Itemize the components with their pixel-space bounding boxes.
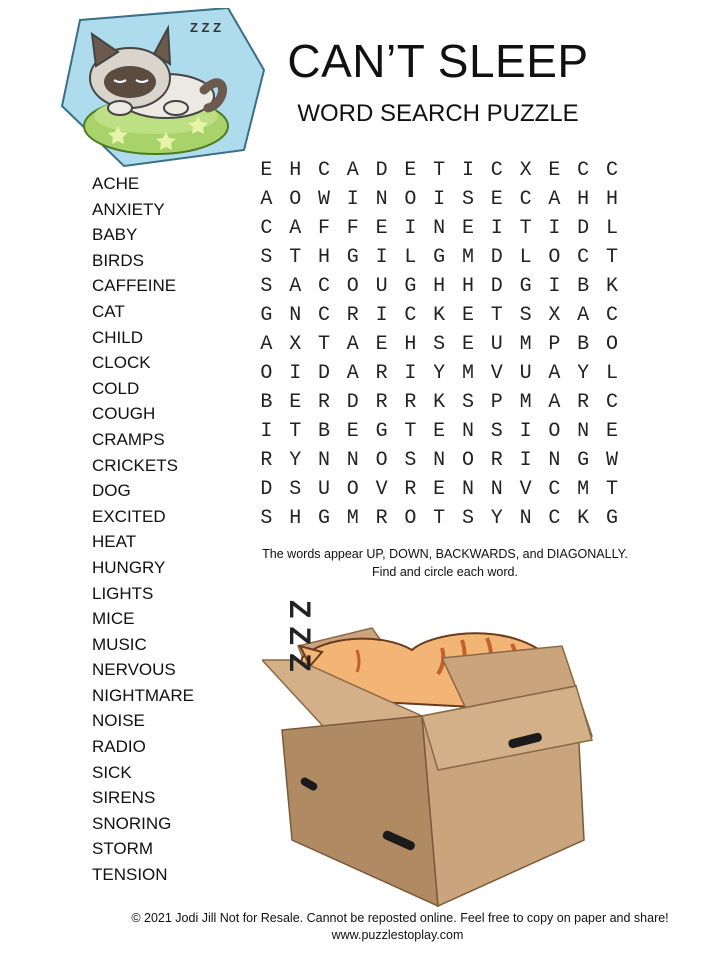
grid-cell[interactable]: C xyxy=(577,159,590,182)
grid-cell[interactable]: N xyxy=(577,420,590,443)
grid-cell[interactable]: T xyxy=(605,478,618,501)
grid-cell[interactable]: C xyxy=(577,246,590,269)
grid-cell[interactable]: X xyxy=(289,333,302,356)
word-list-item: COLD xyxy=(92,378,140,398)
cat-mask xyxy=(104,66,156,98)
grid-cell[interactable]: B xyxy=(577,275,590,298)
grid-cell[interactable]: I xyxy=(519,449,532,472)
word-list-item: TENSION xyxy=(92,865,168,885)
website-link[interactable]: www.puzzlestoplay.com xyxy=(331,928,464,942)
grid-cell[interactable]: P xyxy=(548,333,561,356)
grid-cell[interactable]: V xyxy=(519,478,532,501)
grid-cell[interactable]: I xyxy=(346,188,359,211)
grid-cell[interactable]: S xyxy=(490,420,503,443)
grid-cell[interactable]: M xyxy=(346,507,359,530)
grid-row xyxy=(252,243,626,272)
grid-cell[interactable]: F xyxy=(346,217,359,240)
grid-cell[interactable]: S xyxy=(260,246,273,269)
grid-row xyxy=(252,185,626,214)
grid-cell[interactable]: E xyxy=(461,217,474,240)
grid-cell[interactable]: D xyxy=(260,478,273,501)
grid-cell[interactable]: A xyxy=(548,391,561,414)
grid-row xyxy=(252,417,626,446)
grid-cell[interactable]: E xyxy=(375,217,388,240)
grid-cell[interactable]: M xyxy=(519,333,532,356)
word-list-item: HUNGRY xyxy=(92,557,166,577)
grid-cell[interactable]: W xyxy=(317,188,330,211)
grid-cell[interactable]: I xyxy=(375,246,388,269)
grid-cell[interactable]: A xyxy=(548,362,561,385)
grid-cell[interactable]: E xyxy=(548,159,561,182)
grid-cell[interactable]: D xyxy=(375,159,388,182)
grid-row xyxy=(252,504,626,533)
grid-cell[interactable]: F xyxy=(317,217,330,240)
grid-cell[interactable]: A xyxy=(289,275,302,298)
word-list-item: BABY xyxy=(92,225,138,245)
grid-cell[interactable]: A xyxy=(260,333,273,356)
grid-row xyxy=(252,272,626,301)
word-list-item: CRAMPS xyxy=(92,429,165,449)
grid-cell[interactable]: S xyxy=(519,304,532,327)
box-left-face xyxy=(282,716,438,906)
grid-cell[interactable]: N xyxy=(317,449,330,472)
word-list-item: CRICKETS xyxy=(92,455,178,475)
grid-cell[interactable]: R xyxy=(375,507,388,530)
grid-cell[interactable]: I xyxy=(461,159,474,182)
grid-cell[interactable]: D xyxy=(577,217,590,240)
grid-cell[interactable]: G xyxy=(577,449,590,472)
grid-cell[interactable]: R xyxy=(577,391,590,414)
grid-cell[interactable]: R xyxy=(404,478,417,501)
grid-cell[interactable]: N xyxy=(433,449,446,472)
grid-cell[interactable]: R xyxy=(375,362,388,385)
grid-cell[interactable]: C xyxy=(490,159,503,182)
grid-cell[interactable]: E xyxy=(433,420,446,443)
grid-cell[interactable]: I xyxy=(490,217,503,240)
grid-cell[interactable]: N xyxy=(461,478,474,501)
grid-cell[interactable]: R xyxy=(317,391,330,414)
grid-cell[interactable]: G xyxy=(375,420,388,443)
grid-cell[interactable]: H xyxy=(404,333,417,356)
grid-cell[interactable]: O xyxy=(548,420,561,443)
grid-cell[interactable]: G xyxy=(605,507,618,530)
grid-cell[interactable]: A xyxy=(577,304,590,327)
word-list-item: MICE xyxy=(92,609,135,629)
word-list-item: COUGH xyxy=(92,404,156,424)
letter-grid xyxy=(252,156,626,533)
grid-cell[interactable]: K xyxy=(577,507,590,530)
word-list-item: LIGHTS xyxy=(92,583,154,603)
grid-row xyxy=(252,359,626,388)
grid-cell[interactable]: H xyxy=(317,246,330,269)
grid-cell[interactable]: I xyxy=(519,420,532,443)
grid-cell[interactable]: R xyxy=(404,391,417,414)
grid-cell[interactable]: R xyxy=(260,449,273,472)
grid-cell[interactable]: M xyxy=(577,478,590,501)
grid-cell[interactable]: I xyxy=(404,362,417,385)
grid-cell[interactable]: G xyxy=(317,507,330,530)
grid-cell[interactable]: Y xyxy=(289,449,302,472)
grid-row xyxy=(252,156,626,185)
grid-cell[interactable]: B xyxy=(317,420,330,443)
grid-cell[interactable]: G xyxy=(346,246,359,269)
grid-cell[interactable]: T xyxy=(289,420,302,443)
grid-row xyxy=(252,446,626,475)
grid-cell[interactable]: R xyxy=(375,391,388,414)
grid-cell[interactable]: C xyxy=(317,159,330,182)
grid-cell[interactable]: C xyxy=(404,304,417,327)
grid-cell[interactable]: O xyxy=(548,246,561,269)
grid-cell[interactable]: H xyxy=(461,275,474,298)
grid-cell[interactable]: T xyxy=(433,507,446,530)
grid-cell[interactable]: S xyxy=(461,391,474,414)
grid-cell[interactable]: C xyxy=(605,304,618,327)
grid-cell[interactable]: K xyxy=(433,304,446,327)
word-list-item: CLOCK xyxy=(92,353,151,373)
instructions-line-2: Find and circle each word. xyxy=(372,565,518,579)
grid-cell[interactable]: W xyxy=(605,449,618,472)
grid-cell[interactable]: T xyxy=(605,246,618,269)
grid-cell[interactable]: A xyxy=(548,188,561,211)
sleep-z-letters: Z Z Z xyxy=(190,20,222,35)
word-list-item: NERVOUS xyxy=(92,660,176,680)
grid-cell[interactable]: L xyxy=(605,217,618,240)
word-list-item: CAT xyxy=(92,301,125,321)
grid-cell[interactable]: N xyxy=(289,304,302,327)
grid-cell[interactable]: E xyxy=(375,333,388,356)
grid-cell[interactable]: V xyxy=(375,478,388,501)
grid-cell[interactable]: O xyxy=(605,333,618,356)
word-list-item: ACHE xyxy=(92,174,140,193)
grid-cell[interactable]: E xyxy=(289,391,302,414)
grid-cell[interactable]: S xyxy=(260,275,273,298)
grid-cell[interactable]: L xyxy=(519,246,532,269)
grid-cell[interactable]: Y xyxy=(433,362,446,385)
sleep-z-letters: Z Z Z xyxy=(283,600,316,672)
grid-cell[interactable]: P xyxy=(490,391,503,414)
grid-cell[interactable]: S xyxy=(260,507,273,530)
grid-cell[interactable]: I xyxy=(404,217,417,240)
grid-cell[interactable]: O xyxy=(346,478,359,501)
cat-paw xyxy=(164,101,188,115)
word-list-item: BIRDS xyxy=(92,250,144,270)
grid-cell[interactable]: C xyxy=(519,188,532,211)
grid-cell[interactable]: R xyxy=(346,304,359,327)
word-list-item: MUSIC xyxy=(92,634,147,654)
grid-cell[interactable]: L xyxy=(404,246,417,269)
copyright-notice: © 2021 Jodi Jill Not for Resale. Cannot be reposted online. Feel free to copy on paper and share! xyxy=(131,911,669,925)
grid-cell[interactable]: T xyxy=(519,217,532,240)
page-title: CAN’T SLEEP xyxy=(287,35,589,87)
grid-cell[interactable]: H xyxy=(289,507,302,530)
grid-cell[interactable]: T xyxy=(317,333,330,356)
grid-cell[interactable]: E xyxy=(605,420,618,443)
cat-paw xyxy=(108,101,132,115)
grid-cell[interactable]: O xyxy=(404,188,417,211)
word-list-item: ANXIETY xyxy=(92,199,165,219)
grid-cell[interactable]: U xyxy=(519,362,532,385)
grid-cell[interactable]: O xyxy=(461,449,474,472)
grid-cell[interactable]: N xyxy=(461,420,474,443)
grid-cell[interactable]: Y xyxy=(490,507,503,530)
grid-cell[interactable]: E xyxy=(461,304,474,327)
grid-cell[interactable]: G xyxy=(404,275,417,298)
grid-cell[interactable]: K xyxy=(605,275,618,298)
grid-cell[interactable]: S xyxy=(289,478,302,501)
grid-cell[interactable]: D xyxy=(346,391,359,414)
sleeping-cat-illustration xyxy=(58,8,268,170)
grid-row xyxy=(252,475,626,504)
word-list-item: SIRENS xyxy=(92,788,156,808)
grid-cell[interactable]: M xyxy=(461,362,474,385)
grid-cell[interactable]: I xyxy=(548,275,561,298)
grid-cell[interactable]: E xyxy=(404,159,417,182)
grid-cell[interactable]: S xyxy=(461,507,474,530)
grid-cell[interactable]: R xyxy=(490,449,503,472)
grid-cell[interactable]: O xyxy=(289,188,302,211)
grid-cell[interactable]: U xyxy=(317,478,330,501)
word-list-item: SNORING xyxy=(92,813,172,833)
grid-cell[interactable]: C xyxy=(548,478,561,501)
grid-cell[interactable]: S xyxy=(461,188,474,211)
grid-cell[interactable]: O xyxy=(260,362,273,385)
word-list-item: CHILD xyxy=(92,327,144,347)
word-list-item: CAFFEINE xyxy=(92,276,177,296)
grid-cell[interactable]: K xyxy=(433,391,446,414)
word-list-item: EXCITED xyxy=(92,506,166,526)
grid-cell[interactable]: D xyxy=(490,275,503,298)
grid-cell[interactable]: H xyxy=(289,159,302,182)
grid-cell[interactable]: E xyxy=(461,333,474,356)
grid-cell[interactable]: O xyxy=(375,449,388,472)
grid-row xyxy=(252,330,626,359)
grid-cell[interactable]: T xyxy=(433,159,446,182)
word-list-item: HEAT xyxy=(92,532,137,552)
word-list-item: NOISE xyxy=(92,711,145,731)
grid-cell[interactable]: T xyxy=(289,246,302,269)
grid-cell[interactable]: E xyxy=(260,159,273,182)
grid-cell[interactable]: T xyxy=(404,420,417,443)
grid-cell[interactable]: A xyxy=(346,362,359,385)
grid-row xyxy=(252,301,626,330)
grid-cell[interactable]: E xyxy=(433,478,446,501)
word-list xyxy=(92,171,194,888)
grid-cell[interactable]: C xyxy=(605,391,618,414)
grid-cell[interactable]: B xyxy=(260,391,273,414)
grid-cell[interactable]: S xyxy=(433,333,446,356)
grid-cell[interactable]: Y xyxy=(577,362,590,385)
grid-cell[interactable]: N xyxy=(375,188,388,211)
grid-cell[interactable]: C xyxy=(260,217,273,240)
grid-cell[interactable]: H xyxy=(433,275,446,298)
word-list-item: DOG xyxy=(92,481,131,501)
grid-cell[interactable]: H xyxy=(577,188,590,211)
grid-cell[interactable]: U xyxy=(375,275,388,298)
word-list-item: RADIO xyxy=(92,737,146,757)
grid-cell[interactable]: D xyxy=(317,362,330,385)
grid-cell[interactable]: N xyxy=(346,449,359,472)
grid-cell[interactable]: M xyxy=(519,391,532,414)
grid-cell[interactable]: H xyxy=(605,188,618,211)
grid-cell[interactable]: E xyxy=(490,188,503,211)
grid-cell[interactable]: X xyxy=(548,304,561,327)
grid-cell[interactable]: I xyxy=(289,362,302,385)
grid-cell[interactable]: T xyxy=(490,304,503,327)
grid-cell[interactable]: I xyxy=(548,217,561,240)
grid-cell[interactable]: G xyxy=(260,304,273,327)
grid-cell[interactable]: N xyxy=(548,449,561,472)
grid-cell[interactable]: O xyxy=(346,275,359,298)
word-list-item: STORM xyxy=(92,839,154,859)
page-subtitle: WORD SEARCH PUZZLE xyxy=(297,100,579,127)
grid-cell[interactable]: A xyxy=(289,217,302,240)
grid-cell[interactable]: A xyxy=(346,333,359,356)
grid-cell[interactable]: B xyxy=(577,333,590,356)
grid-cell[interactable]: D xyxy=(490,246,503,269)
grid-cell[interactable]: M xyxy=(461,246,474,269)
grid-cell[interactable]: I xyxy=(375,304,388,327)
grid-cell[interactable]: A xyxy=(260,188,273,211)
grid-cell[interactable]: L xyxy=(605,362,618,385)
grid-cell[interactable]: C xyxy=(548,507,561,530)
grid-cell[interactable]: A xyxy=(346,159,359,182)
grid-cell[interactable]: I xyxy=(433,188,446,211)
grid-cell[interactable]: U xyxy=(490,333,503,356)
grid-cell[interactable]: G xyxy=(433,246,446,269)
grid-cell[interactable]: N xyxy=(490,478,503,501)
grid-cell[interactable]: C xyxy=(317,275,330,298)
grid-cell[interactable]: I xyxy=(260,420,273,443)
grid-cell[interactable]: C xyxy=(317,304,330,327)
grid-row xyxy=(252,214,626,243)
instructions-line-1: The words appear UP, DOWN, BACKWARDS, and DIAGONALLY. xyxy=(262,547,628,561)
grid-cell[interactable]: N xyxy=(433,217,446,240)
word-list-item: NIGHTMARE xyxy=(92,685,194,705)
grid-cell[interactable]: N xyxy=(519,507,532,530)
grid-cell[interactable]: E xyxy=(346,420,359,443)
cat-in-box-illustration xyxy=(262,540,602,910)
grid-cell[interactable]: G xyxy=(519,275,532,298)
grid-cell[interactable]: S xyxy=(404,449,417,472)
grid-cell[interactable]: O xyxy=(404,507,417,530)
grid-cell[interactable]: X xyxy=(519,159,532,182)
grid-cell[interactable]: V xyxy=(490,362,503,385)
word-list-item: SICK xyxy=(92,762,132,782)
grid-cell[interactable]: C xyxy=(605,159,618,182)
grid-row xyxy=(252,388,626,417)
